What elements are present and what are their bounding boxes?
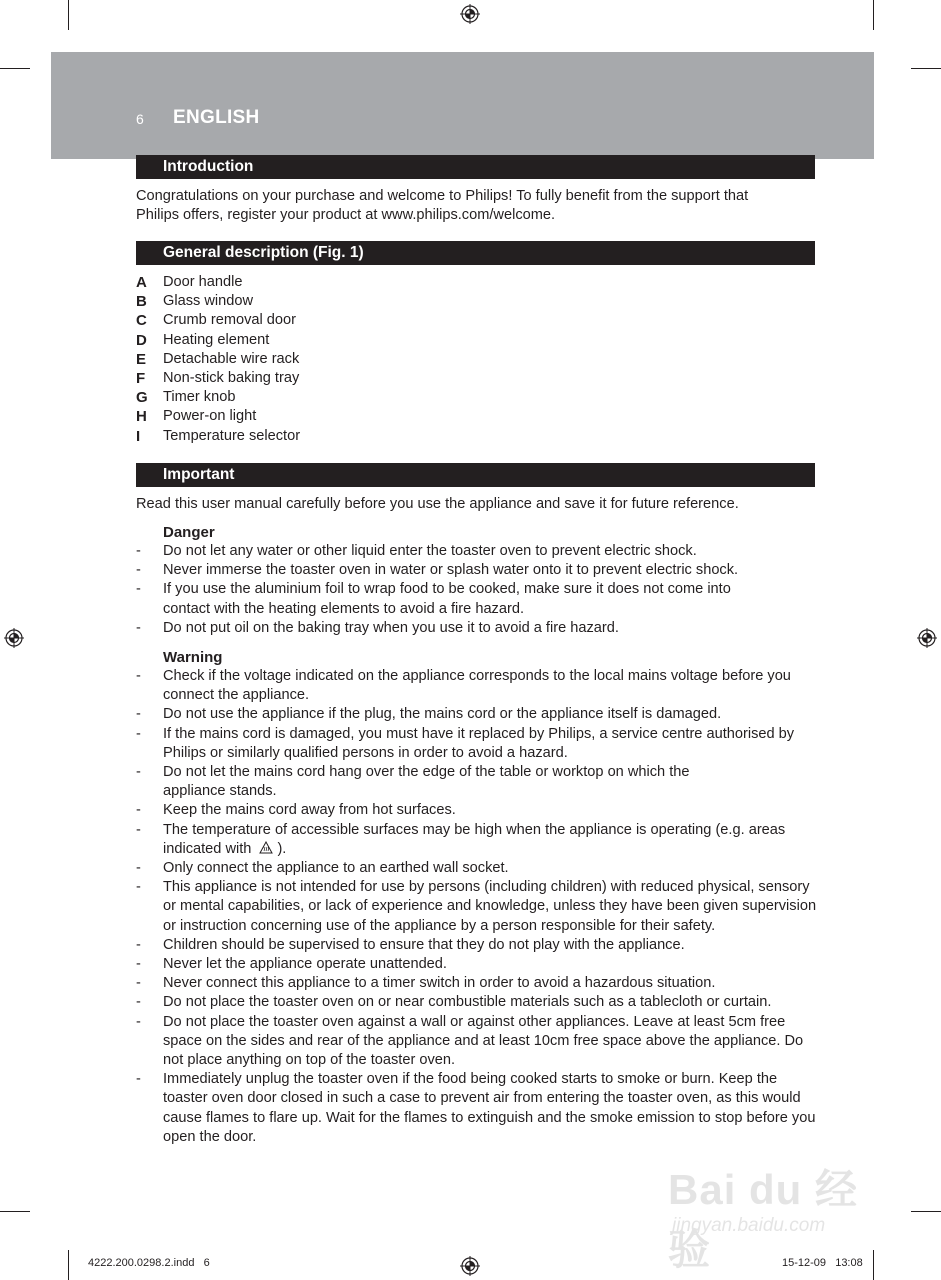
warning-item-text: Do not use the appliance if the plug, the mains cord or the appliance itself is damaged. <box>163 706 722 723</box>
registration-mark-icon <box>460 4 480 24</box>
danger-item <box>136 561 821 580</box>
warning-item <box>136 725 821 763</box>
part-label: Non-stick baking tray <box>163 369 300 386</box>
part-letter: G <box>136 389 148 407</box>
warning-item-text: The temperature of accessible surfaces may be high when the appliance is operating (e.g. areas indicated with <box>163 821 786 857</box>
part-label: Heating element <box>163 331 270 348</box>
warning-item-text: Only connect the appliance to an earthed wall socket. <box>163 860 509 877</box>
danger-item-text: Do not let any water or other liquid enter the toaster oven to prevent electric shock. <box>163 543 697 559</box>
bullet-dash: - <box>136 581 141 598</box>
bullet-dash: - <box>136 821 141 838</box>
warning-item-text: Do not place the toaster oven on or near combustible materials such as a tablecloth or curtain. <box>163 994 772 1011</box>
part-label: Timer knob <box>163 389 236 406</box>
warning-item-text: Keep the mains cord away from hot surfaces. <box>163 802 456 819</box>
section-title-general-description: General description (Fig. 1) <box>136 241 815 265</box>
bullet-dash: - <box>136 668 141 684</box>
warning-item-text: Check if the voltage indicated on the appliance corresponds to the local mains voltage before you connect the appliance. <box>163 668 791 704</box>
warning-item-text: Do not let the mains cord hang over the edge of the table or worktop on which the appliance stands. <box>163 764 690 800</box>
bullet-dash: - <box>136 706 141 723</box>
part-label: Detachable wire rack <box>163 350 300 367</box>
part-letter: B <box>136 293 147 311</box>
warning-item-text: If the mains cord is damaged, you must have it replaced by Philips, a service centre authorised by Philips or similarly qualified persons in order to avoid a hazard. <box>163 725 795 761</box>
danger-item <box>136 580 821 618</box>
warning-item-text: Do not place the toaster oven against a wall or against other appliances. Leave at least 5cm free space on the sides and rear of the appliance and at least 10cm free space above the appliance. Do not place anything on top of the toaster oven. <box>163 1013 804 1069</box>
warning-item <box>136 821 821 859</box>
part-letter: F <box>136 369 146 387</box>
warning-item-text: Never connect this appliance to a timer switch in order to avoid a hazardous situation. <box>163 975 716 992</box>
warning-item-text: This appliance is not intended for use by persons (including children) with reduced physical, sensory or mental capabilities, or lack of experience and knowledge, unless they have been given supervision or instruction concerning use of the appliance by a person responsible for their safety. <box>163 879 817 934</box>
part-letter: E <box>136 350 147 368</box>
part-letter: I <box>136 427 141 445</box>
warning-item <box>136 878 821 936</box>
part-letter: D <box>136 331 147 349</box>
bullet-dash: - <box>136 1071 141 1088</box>
crop-mark <box>0 68 30 69</box>
bullet-dash: - <box>136 619 141 636</box>
warning-item-text: Never let the appliance operate unattended. <box>163 956 447 973</box>
danger-item-text: Never immerse the toaster oven in water or splash water onto it to prevent electric shock. <box>163 562 739 579</box>
warning-heading: Warning <box>163 649 223 666</box>
warning-item <box>136 859 821 878</box>
warning-item <box>136 705 821 724</box>
bullet-dash: - <box>136 562 141 579</box>
bullet-dash: - <box>136 802 141 819</box>
danger-item <box>136 619 821 638</box>
part-letter: H <box>136 408 147 426</box>
bullet-dash: - <box>136 860 141 877</box>
warning-item <box>136 801 821 820</box>
warning-item-text: Children should be supervised to ensure that they do not play with the appliance. <box>163 936 685 953</box>
registration-mark-icon <box>460 1256 480 1276</box>
warning-item <box>136 974 821 993</box>
introduction-text-line: Philips offers, register your product at www.philips.com/welcome. <box>136 207 556 224</box>
bullet-dash: - <box>136 725 141 742</box>
warning-item <box>136 763 821 801</box>
warning-item <box>136 1013 821 1071</box>
warning-item <box>136 955 821 974</box>
danger-item-text: Do not put oil on the baking tray when you use it to avoid a fire hazard. <box>163 619 619 636</box>
important-intro: Read this user manual carefully before you use the appliance and save it for future reference. <box>136 496 739 512</box>
language-title: ENGLISH <box>173 107 260 128</box>
crop-mark <box>0 1211 30 1212</box>
bullet-dash: - <box>136 879 141 896</box>
part-label: Glass window <box>163 293 254 310</box>
bullet-dash: - <box>136 764 141 781</box>
part-label: Temperature selector <box>163 427 301 444</box>
header-band <box>51 52 874 159</box>
part-label: Door handle <box>163 274 243 290</box>
warning-item <box>136 936 821 955</box>
bullet-dash: - <box>136 994 141 1011</box>
bullet-dash: - <box>136 975 141 992</box>
section-title-important: Important <box>136 463 815 487</box>
introduction-text <box>136 187 826 225</box>
crop-mark <box>873 0 874 30</box>
section-title-introduction: Introduction <box>136 155 815 179</box>
registration-mark-icon <box>4 628 24 648</box>
warning-item <box>136 993 821 1012</box>
hot-surface-warning-icon <box>259 841 273 854</box>
warning-item-suffix: ). <box>277 840 287 857</box>
crop-mark <box>68 1250 69 1280</box>
crop-mark <box>911 1211 941 1212</box>
footer-date-time: 15-12-09 13:08 <box>782 1257 863 1269</box>
part-letter: C <box>136 312 147 330</box>
warning-item-text: Immediately unplug the toaster oven if the food being cooked starts to smoke or burn. Keep the toaster oven door closed in such a case to prevent air from entering the toaster oven, as this would cause flames to flare up. Wait for the flames to extinguish and the smoke emission to stop before you open the door. <box>163 1071 816 1145</box>
introduction-text-line: Congratulations on your purchase and welcome to Philips! To fully benefit from the support that <box>136 188 749 204</box>
warning-list <box>136 667 821 1147</box>
danger-heading: Danger <box>163 524 215 541</box>
footer-file-info: 4222.200.0298.2.indd 6 <box>88 1257 210 1269</box>
part-label: Crumb removal door <box>163 312 297 329</box>
crop-mark <box>911 68 941 69</box>
part-label: Power-on light <box>163 408 257 425</box>
danger-item <box>136 542 821 561</box>
registration-mark-icon <box>917 628 937 648</box>
danger-item-text: If you use the aluminium foil to wrap food to be cooked, make sure it does not come into contact with the heating elements to avoid a fire hazard. <box>163 581 731 617</box>
bullet-dash: - <box>136 936 141 953</box>
bullet-dash: - <box>136 543 141 559</box>
warning-item <box>136 667 821 705</box>
crop-mark <box>68 0 69 30</box>
page-number: 6 <box>136 111 144 127</box>
danger-list <box>136 542 821 638</box>
part-letter: A <box>136 274 147 291</box>
watermark-url: jingyan.baidu.com <box>672 1215 826 1236</box>
watermark-logo: Bai du 经验 <box>668 1166 859 1273</box>
bullet-dash: - <box>136 1013 141 1030</box>
bullet-dash: - <box>136 956 141 973</box>
